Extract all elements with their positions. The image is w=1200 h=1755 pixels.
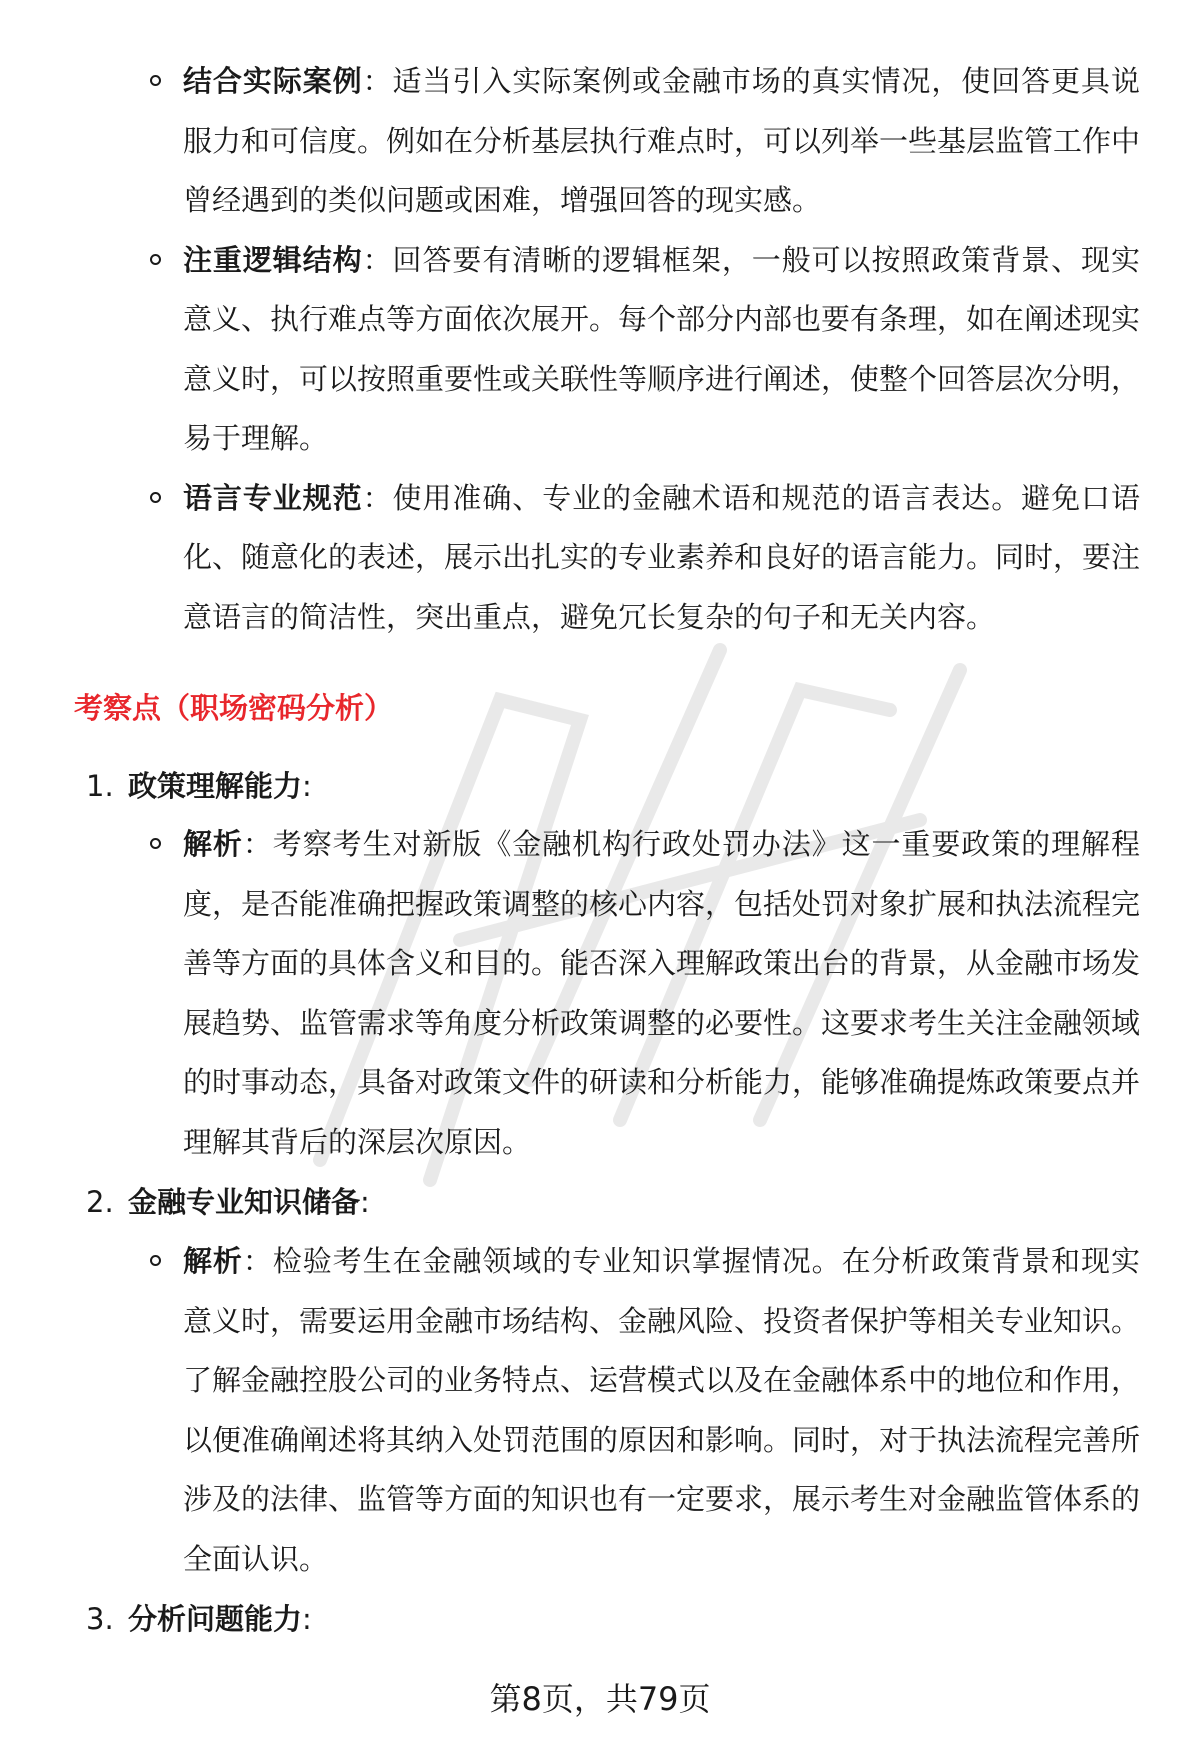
item-title: 金融专业知识储备 [128,1185,361,1219]
page-footer: 第8页，共79页 [489,1680,711,1718]
circle-bullet-icon [150,1255,161,1266]
item-number: 3. [86,1602,114,1636]
item-number: 1. [86,769,114,803]
analysis-list [150,815,1140,1172]
item-text: ：使用准确、专业的金融术语和规范的语言表达。避免口语化、随意化的表述，展示出扎实的专业素养和良好的语言能力。同时，要注意语言的简洁性，突出重点，避免冗长复杂的句子和无关内容。 [183,480,1141,634]
analysis-list [150,1232,1140,1589]
list-item [150,815,1140,1172]
numbered-heading [86,1599,312,1639]
item-text: ：适当引入实际案例或金融市场的真实情况，使回答更具说服力和可信度。例如在分析基层执行难点时，可以列举一些基层监管工作中曾经遇到的类似问题或困难，增强回答的现实感。 [183,64,1141,217]
item-text: ：回答要有清晰的逻辑框架，一般可以按照政策背景、现实意义、执行难点等方面依次展开。每个部分内部也要有条理，如在阐述现实意义时，可以按照重要性或关联性等顺序进行阐述，使整个回答层次分明，易于理解。 [183,242,1141,455]
item-title: 政策理解能力 [128,769,303,803]
circle-bullet-icon [150,838,161,849]
item-title: 分析问题能力 [128,1602,303,1636]
item-colon: : [302,769,312,803]
item-term: 解析 [183,827,243,861]
list-item [150,52,1140,231]
item-number: 2. [86,1185,114,1219]
item-term: 解析 [183,1244,243,1278]
item-term: 注重逻辑结构 [183,242,363,277]
tips-list [150,52,1140,647]
item-text: ：检验考生在金融领域的专业知识掌握情况。在分析政策背景和现实意义时，需要运用金融市场结构、金融风险、投资者保护等相关专业知识。了解金融控股公司的业务特点、运营模式以及在金融体系中的地位和作用，以便准确阐述将其纳入处罚范围的原因和影响。同时，对于执法流程完善所涉及的法律、监管等方面的知识也有一定要求，展示考生对金融监管体系的全面认识。 [183,1244,1141,1576]
item-term: 结合实际案例 [183,64,363,98]
list-item [150,1232,1140,1589]
item-colon: : [360,1185,370,1219]
section-title: 考察点（职场密码分析） [74,691,394,725]
circle-bullet-icon [150,75,161,86]
numbered-heading [86,1182,370,1222]
item-term: 语言专业规范 [183,480,363,515]
list-item [150,469,1140,648]
numbered-heading [86,766,312,806]
circle-bullet-icon [150,492,161,503]
circle-bullet-icon [150,254,161,265]
list-item [150,231,1140,469]
item-text: ：考察考生对新版《金融机构行政处罚办法》这一重要政策的理解程度，是否能准确把握政策调整的核心内容，包括处罚对象扩展和执法流程完善等方面的具体含义和目的。能否深入理解政策出台的背景，从金融市场发展趋势、监管需求等角度分析政策调整的必要性。这要求考生关注金融领域的时事动态，具备对政策文件的研读和分析能力，能够准确提炼政策要点并理解其背后的深层次原因。 [183,827,1141,1159]
item-colon: : [302,1602,312,1636]
